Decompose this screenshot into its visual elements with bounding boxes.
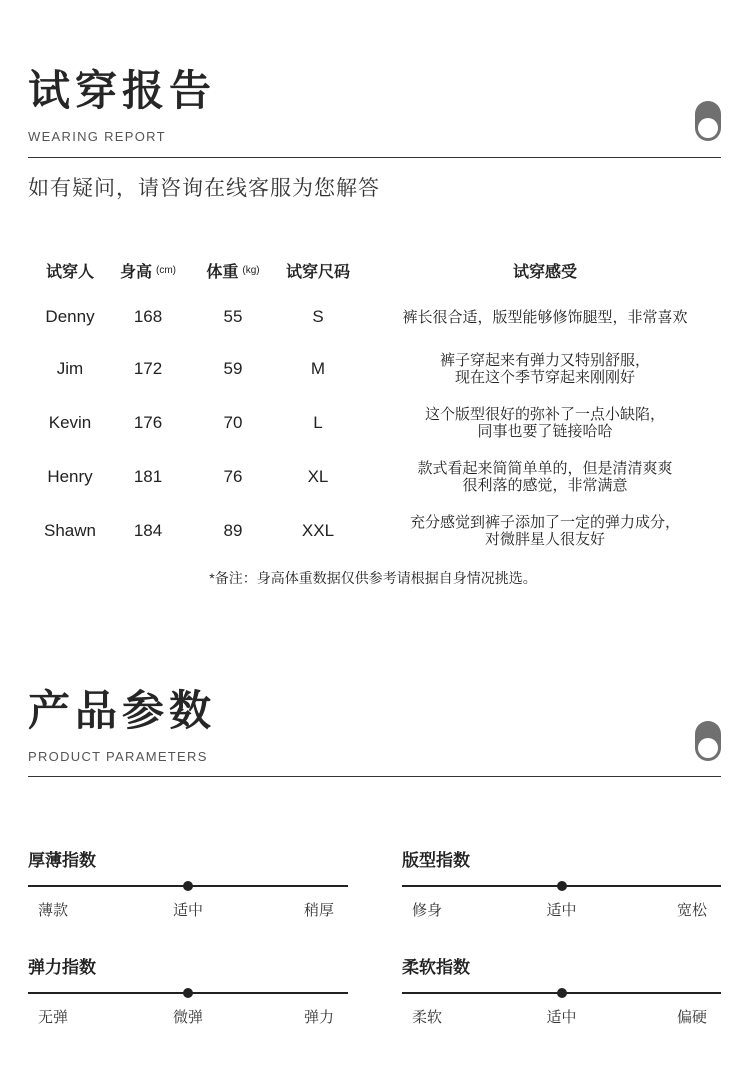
feedback-line: 这个版型很好的弥补了一点小缺陷， — [424, 406, 665, 423]
header-size — [273, 250, 363, 290]
service-notice: 如有疑问，请咨询在线客服为您解答 — [28, 177, 380, 200]
header-label: 试穿尺码 — [285, 263, 350, 281]
scale-option-low: 薄款 — [38, 902, 69, 919]
height-cell: 168 — [133, 307, 163, 326]
toggle-knob — [698, 738, 718, 758]
section-divider — [28, 776, 721, 777]
feedback-line: 对微胖星人很友好 — [484, 531, 605, 548]
header-label: 试穿人 — [45, 263, 94, 281]
scale-name: 版型指数 — [402, 851, 470, 870]
header-label: 试穿感受 — [512, 263, 577, 281]
scale-option-low: 修身 — [412, 902, 443, 919]
weight-cell: 89 — [223, 521, 243, 540]
scale-marker — [557, 988, 567, 998]
height-cell: 176 — [133, 413, 163, 432]
table-note: *备注：身高体重数据仅供参考请根据自身情况挑选。 — [209, 570, 537, 586]
params-title: 产品参数 — [28, 687, 217, 734]
scale-option-low: 无弹 — [38, 1009, 69, 1026]
header-tester — [20, 250, 120, 290]
scale-name: 弹力指数 — [28, 958, 96, 977]
height-cell: 181 — [133, 467, 163, 486]
feedback-cell — [380, 349, 710, 389]
scale-name: 柔软指数 — [402, 958, 470, 977]
param-scale-fit — [402, 850, 721, 930]
param-scale-stretch — [28, 957, 348, 1037]
header-unit: (kg) — [242, 264, 260, 276]
header-label: 身高 — [119, 263, 152, 281]
report-subtitle: WEARING REPORT — [28, 129, 166, 144]
tester-name-cell: Shawn — [44, 521, 96, 540]
table-header — [0, 250, 750, 290]
tester-name-cell: Jim — [56, 359, 84, 378]
size-cell: L — [313, 413, 323, 432]
table-row — [0, 403, 750, 443]
table-row — [0, 297, 750, 337]
scale-option-mid: 微弹 — [172, 1009, 204, 1026]
toggle-icon — [695, 101, 721, 141]
feedback-line: 现在这个季节穿起来刚刚好 — [454, 369, 635, 386]
header-height — [108, 250, 188, 290]
toggle-icon — [695, 721, 721, 761]
param-scale-softness — [402, 957, 721, 1037]
size-cell: M — [310, 359, 326, 378]
header-label: 体重 — [206, 263, 239, 281]
header-feedback — [380, 250, 710, 290]
tester-name-cell: Denny — [45, 307, 95, 326]
size-cell: XXL — [301, 521, 335, 540]
weight-cell: 55 — [223, 307, 243, 326]
feedback-cell — [380, 457, 710, 497]
feedback-line: 裤子穿起来有弹力又特别舒服， — [439, 352, 650, 369]
scale-marker — [183, 881, 193, 891]
tester-name-cell: Kevin — [48, 413, 92, 432]
header-weight — [193, 250, 273, 290]
table-row — [0, 457, 750, 497]
feedback-line: 款式看起来简简单单的，但是清清爽爽 — [417, 460, 673, 477]
scale-option-mid: 适中 — [546, 1009, 577, 1026]
scale-option-low: 柔软 — [412, 1009, 443, 1026]
feedback-line: 裤长很合适，版型能够修饰腿型，非常喜欢 — [402, 308, 688, 326]
weight-cell: 70 — [223, 413, 243, 432]
param-scale-thickness — [28, 850, 348, 930]
tester-name-cell: Henry — [47, 467, 93, 486]
weight-cell: 59 — [223, 359, 243, 378]
feedback-cell — [380, 511, 710, 551]
weight-cell: 76 — [223, 467, 243, 486]
size-cell: S — [312, 307, 324, 326]
feedback-line: 充分感觉到裤子添加了一定的弹力成分， — [409, 514, 680, 531]
feedback-cell — [380, 297, 710, 337]
table-row — [0, 349, 750, 389]
height-cell: 172 — [133, 359, 163, 378]
header-unit: (cm) — [156, 264, 176, 276]
scale-name: 厚薄指数 — [28, 851, 96, 870]
section-divider — [28, 157, 721, 158]
toggle-knob — [698, 118, 718, 138]
scale-option-high: 宽松 — [676, 902, 707, 919]
size-cell: XL — [307, 467, 329, 486]
table-row — [0, 511, 750, 551]
scale-marker — [557, 881, 567, 891]
scale-option-high: 弹力 — [303, 1009, 334, 1026]
scale-option-mid: 适中 — [172, 902, 204, 919]
scale-marker — [183, 988, 193, 998]
feedback-line: 同事也要了链接哈哈 — [477, 423, 613, 440]
feedback-line: 很利落的感觉，非常满意 — [462, 477, 628, 494]
scale-option-high: 稍厚 — [303, 902, 334, 919]
report-title: 试穿报告 — [28, 67, 217, 114]
scale-option-mid: 适中 — [546, 902, 577, 919]
height-cell: 184 — [133, 521, 163, 540]
scale-option-high: 偏硬 — [676, 1009, 707, 1026]
feedback-cell — [380, 403, 710, 443]
params-subtitle: PRODUCT PARAMETERS — [28, 749, 208, 764]
